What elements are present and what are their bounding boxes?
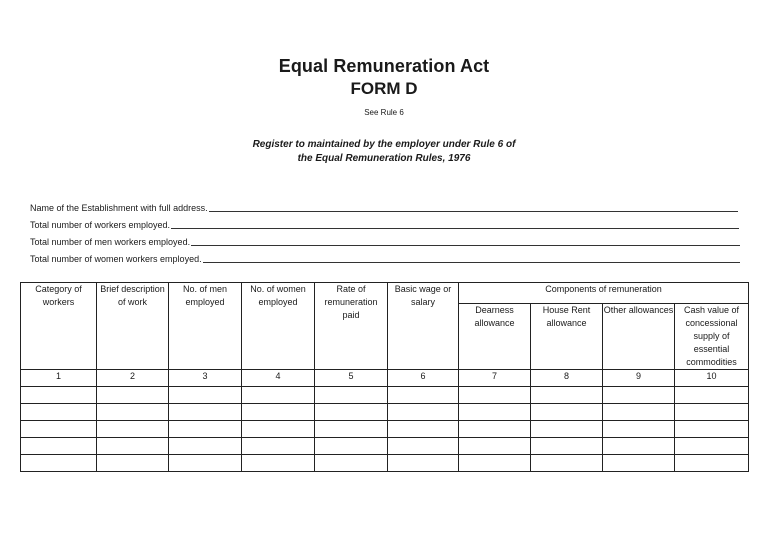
table-cell[interactable]	[169, 387, 242, 404]
remuneration-register-table	[20, 282, 749, 472]
table-cell[interactable]	[388, 421, 459, 438]
column-number: 6	[388, 370, 459, 387]
form-title: Equal Remuneration Act	[278, 56, 490, 76]
table-cell[interactable]	[169, 404, 242, 421]
men-workers-line[interactable]	[191, 244, 740, 246]
table-cell[interactable]	[315, 387, 388, 404]
table-cell[interactable]	[388, 455, 459, 472]
header-description: Brief description of work	[97, 283, 169, 370]
table-cell[interactable]	[603, 421, 675, 438]
header-women: No. of women employed	[242, 283, 315, 370]
table-cell[interactable]	[459, 421, 531, 438]
table-cell[interactable]	[459, 404, 531, 421]
column-number: 4	[242, 370, 315, 387]
register-line-2: the Equal Remuneration Rules, 1976	[297, 153, 471, 164]
establishment-field[interactable]	[30, 201, 738, 213]
table-cell[interactable]	[531, 455, 603, 472]
table-row	[21, 404, 749, 421]
header-cash-value: Cash value of concessional supply of essential commodities	[675, 304, 749, 370]
table-cell[interactable]	[675, 438, 749, 455]
table-cell[interactable]	[97, 387, 169, 404]
table-cell[interactable]	[21, 455, 97, 472]
table-cell[interactable]	[242, 438, 315, 455]
table-cell[interactable]	[675, 421, 749, 438]
column-number: 10	[675, 370, 749, 387]
table-cell[interactable]	[242, 387, 315, 404]
table-cell[interactable]	[21, 438, 97, 455]
header-rate: Rate of remuneration paid	[315, 283, 388, 370]
table-cell[interactable]	[97, 421, 169, 438]
table-cell[interactable]	[97, 438, 169, 455]
total-workers-line[interactable]	[171, 227, 739, 229]
register-line-1: Register to maintained by the employer under Rule 6 of	[252, 139, 516, 150]
table-row	[21, 387, 749, 404]
establishment-label: Name of the Establishment with full address.	[30, 203, 208, 213]
table-cell[interactable]	[603, 455, 675, 472]
table-cell[interactable]	[531, 387, 603, 404]
table-cell[interactable]	[315, 438, 388, 455]
table-cell[interactable]	[169, 455, 242, 472]
header-dearness: Dearness allowance	[459, 304, 531, 370]
table-cell[interactable]	[21, 421, 97, 438]
table-cell[interactable]	[388, 387, 459, 404]
register-description	[0, 138, 768, 166]
total-workers-label: Total number of workers employed.	[30, 220, 171, 230]
women-workers-label: Total number of women workers employed.	[30, 254, 202, 264]
table-row	[21, 438, 749, 455]
women-workers-line[interactable]	[203, 261, 740, 263]
blank-entry-rows	[21, 387, 749, 472]
table-cell[interactable]	[675, 455, 749, 472]
table-cell[interactable]	[315, 455, 388, 472]
men-workers-field[interactable]	[30, 235, 740, 247]
table-header-row	[21, 283, 749, 304]
table-cell[interactable]	[97, 455, 169, 472]
header-basic-wage: Basic wage or salary	[388, 283, 459, 370]
table-cell[interactable]	[388, 438, 459, 455]
column-number: 3	[169, 370, 242, 387]
table-cell[interactable]	[459, 387, 531, 404]
table-cell[interactable]	[315, 404, 388, 421]
table-row	[21, 421, 749, 438]
total-workers-field[interactable]	[30, 218, 739, 230]
header-components: Components of remuneration	[459, 283, 749, 304]
table-cell[interactable]	[531, 421, 603, 438]
table-cell[interactable]	[675, 387, 749, 404]
header-house-rent: House Rent allowance	[531, 304, 603, 370]
table-cell[interactable]	[97, 404, 169, 421]
women-workers-field[interactable]	[30, 252, 740, 264]
table-cell[interactable]	[459, 455, 531, 472]
form-subtitle: FORM D	[350, 79, 418, 98]
table-cell[interactable]	[603, 438, 675, 455]
column-number: 8	[531, 370, 603, 387]
header-men: No. of men employed	[169, 283, 242, 370]
column-number-row	[21, 370, 749, 387]
table-cell[interactable]	[603, 404, 675, 421]
column-number: 2	[97, 370, 169, 387]
table-cell[interactable]	[388, 404, 459, 421]
table-cell[interactable]	[21, 387, 97, 404]
table-cell[interactable]	[242, 421, 315, 438]
table-cell[interactable]	[169, 438, 242, 455]
header-other-allowances: Other allowances	[603, 304, 675, 370]
table-cell[interactable]	[603, 387, 675, 404]
table-row	[21, 455, 749, 472]
table-cell[interactable]	[242, 455, 315, 472]
table-cell[interactable]	[531, 438, 603, 455]
column-number: 5	[315, 370, 388, 387]
rule-reference: See Rule 6	[364, 108, 404, 117]
column-number: 9	[603, 370, 675, 387]
column-number: 1	[21, 370, 97, 387]
table-cell[interactable]	[315, 421, 388, 438]
header-category: Category of workers	[21, 283, 97, 370]
table-cell[interactable]	[459, 438, 531, 455]
table-cell[interactable]	[21, 404, 97, 421]
men-workers-label: Total number of men workers employed.	[30, 237, 191, 247]
establishment-line[interactable]	[209, 210, 738, 212]
table-cell[interactable]	[675, 404, 749, 421]
table-cell[interactable]	[169, 421, 242, 438]
column-number: 7	[459, 370, 531, 387]
table-cell[interactable]	[531, 404, 603, 421]
table-cell[interactable]	[242, 404, 315, 421]
